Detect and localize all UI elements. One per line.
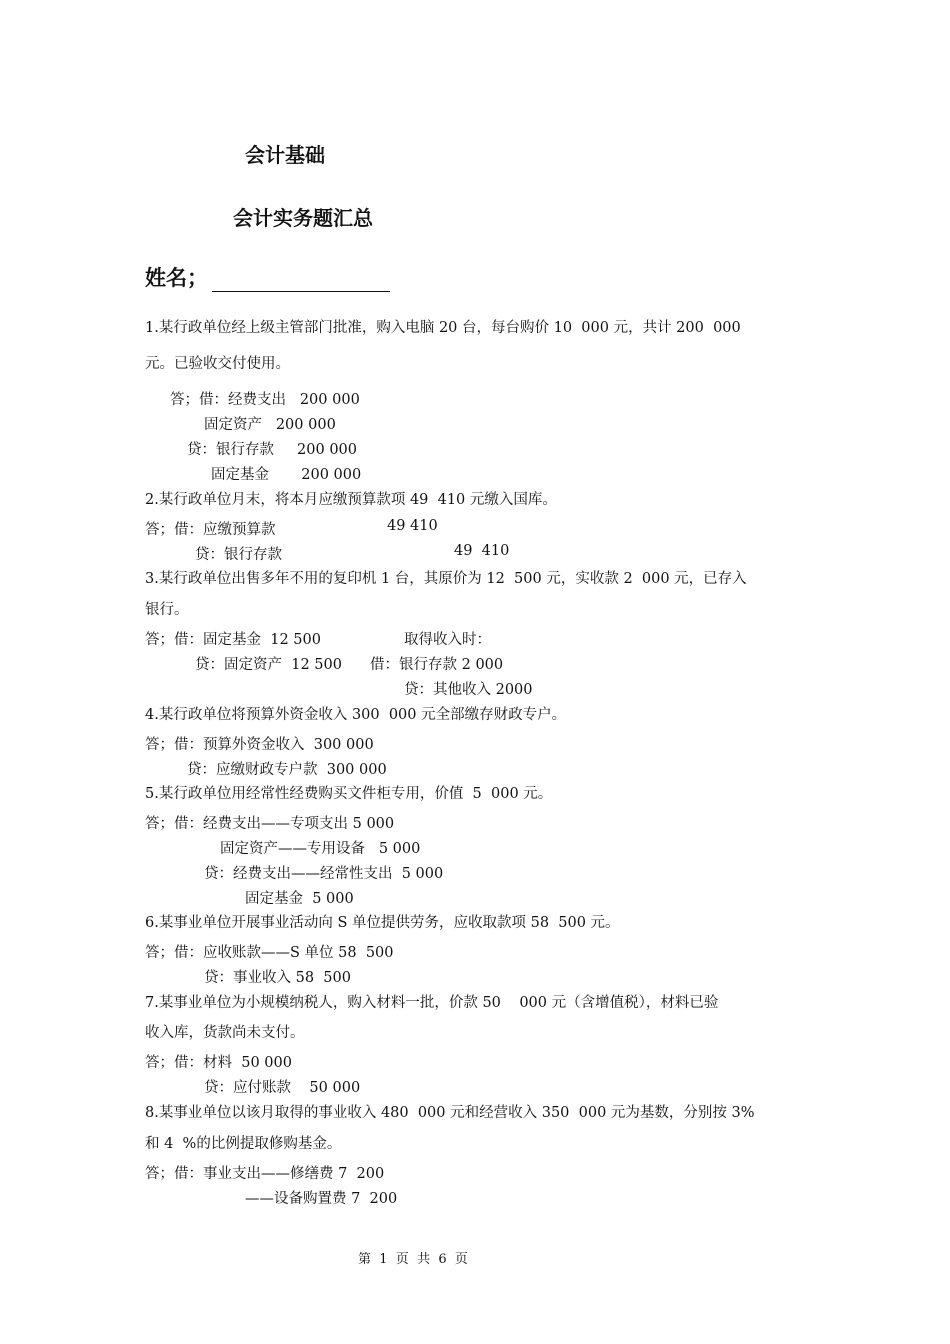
- answer-2-line-2: 贷：银行存款: [195, 547, 282, 563]
- answer-3-line-2: 贷：固定资产 12 500: [195, 657, 342, 673]
- answer-6-line-2: 贷：事业收入 58 500: [204, 970, 351, 986]
- question-1-line-2: 元。已验收交付使用。: [145, 356, 290, 372]
- answer-2-amount-2: 49 410: [454, 543, 510, 559]
- answer-5-line-4: 固定基金 5 000: [245, 891, 354, 907]
- name-field: [145, 262, 390, 292]
- answer-8-line-2: ——设备购置费 7 200: [245, 1191, 398, 1207]
- answer-6-line-1: 答；借：应收账款——S 单位 58 500: [145, 945, 394, 961]
- answer-1-line-1: 答；借：经费支出 200 000: [170, 392, 360, 408]
- question-7-line-2: 收入库，货款尚未支付。: [145, 1025, 305, 1041]
- document-subtitle: 会计实务题汇总: [233, 206, 373, 230]
- answer-7-line-1: 答；借：材料 50 000: [145, 1055, 292, 1071]
- answer-7-line-2: 贷：应付账款 50 000: [204, 1080, 361, 1096]
- answer-8-line-1: 答；借：事业支出——修缮费 7 200: [145, 1166, 385, 1182]
- answer-5-line-2: 固定资产——专用设备 5 000: [220, 841, 421, 857]
- document-title: 会计基础: [245, 143, 325, 167]
- answer-3-line-1: 答；借：固定基金 12 500: [145, 632, 321, 648]
- name-label: 姓名；: [145, 266, 208, 290]
- answer-5-line-1: 答；借：经费支出——专项支出 5 000: [145, 816, 395, 832]
- page-footer: 第 1 页 共 6 页: [358, 1252, 468, 1267]
- question-4-line-1: 4.某行政单位将预算外资金收入 300 000 元全部缴存财政专户。: [145, 707, 567, 723]
- answer-3-line-4: 贷：其他收入 2000: [404, 682, 533, 698]
- answer-2-amount-1: 49 410: [387, 518, 438, 534]
- question-8-line-2: 和 4 %的比例提取修购基金。: [145, 1136, 342, 1152]
- question-3-line-2: 银行。: [145, 602, 189, 618]
- question-7-line-1: 7.某事业单位为小规模纳税人，购入材料一批，价款 50 000 元（含增值税），材料已验: [145, 995, 719, 1011]
- question-2-line-1: 2.某行政单位月末，将本月应缴预算款项 49 410 元缴入国库。: [145, 492, 557, 508]
- question-8-line-1: 8.某事业单位以该月取得的事业收入 480 000 元和经营收入 350 000 元为基数，分别按 3%: [145, 1105, 755, 1121]
- question-6-line-1: 6.某事业单位开展事业活动向 S 单位提供劳务，应收取款项 58 500 元。: [145, 915, 620, 931]
- answer-1-line-3: 贷：银行存款 200 000: [187, 442, 358, 458]
- answer-2-line-1: 答；借：应缴预算款: [145, 522, 276, 538]
- question-3-line-1: 3.某行政单位出售多年不用的复印机 1 台，其原价为 12 500 元，实收款 2 000 元，已存入: [145, 571, 747, 587]
- answer-3-note: 取得收入时：: [404, 632, 491, 648]
- answer-4-line-1: 答；借：预算外资金收入 300 000: [145, 737, 374, 753]
- answer-1-line-2: 固定资产 200 000: [204, 417, 336, 433]
- answer-1-line-4: 固定基金 200 000: [211, 467, 362, 483]
- answer-4-line-2: 贷：应缴财政专户款 300 000: [187, 762, 387, 778]
- name-blank-line[interactable]: [212, 270, 390, 292]
- question-1-line-1: 1.某行政单位经上级主管部门批准，购入电脑 20 台，每台购价 10 000 元，共计 200 000: [145, 320, 741, 336]
- answer-3-line-3: 借：银行存款 2 000: [370, 657, 504, 673]
- question-5-line-1: 5.某行政单位用经常性经费购买文件柜专用，价值 5 000 元。: [145, 786, 553, 802]
- answer-5-line-3: 贷：经费支出——经常性支出 5 000: [204, 866, 444, 882]
